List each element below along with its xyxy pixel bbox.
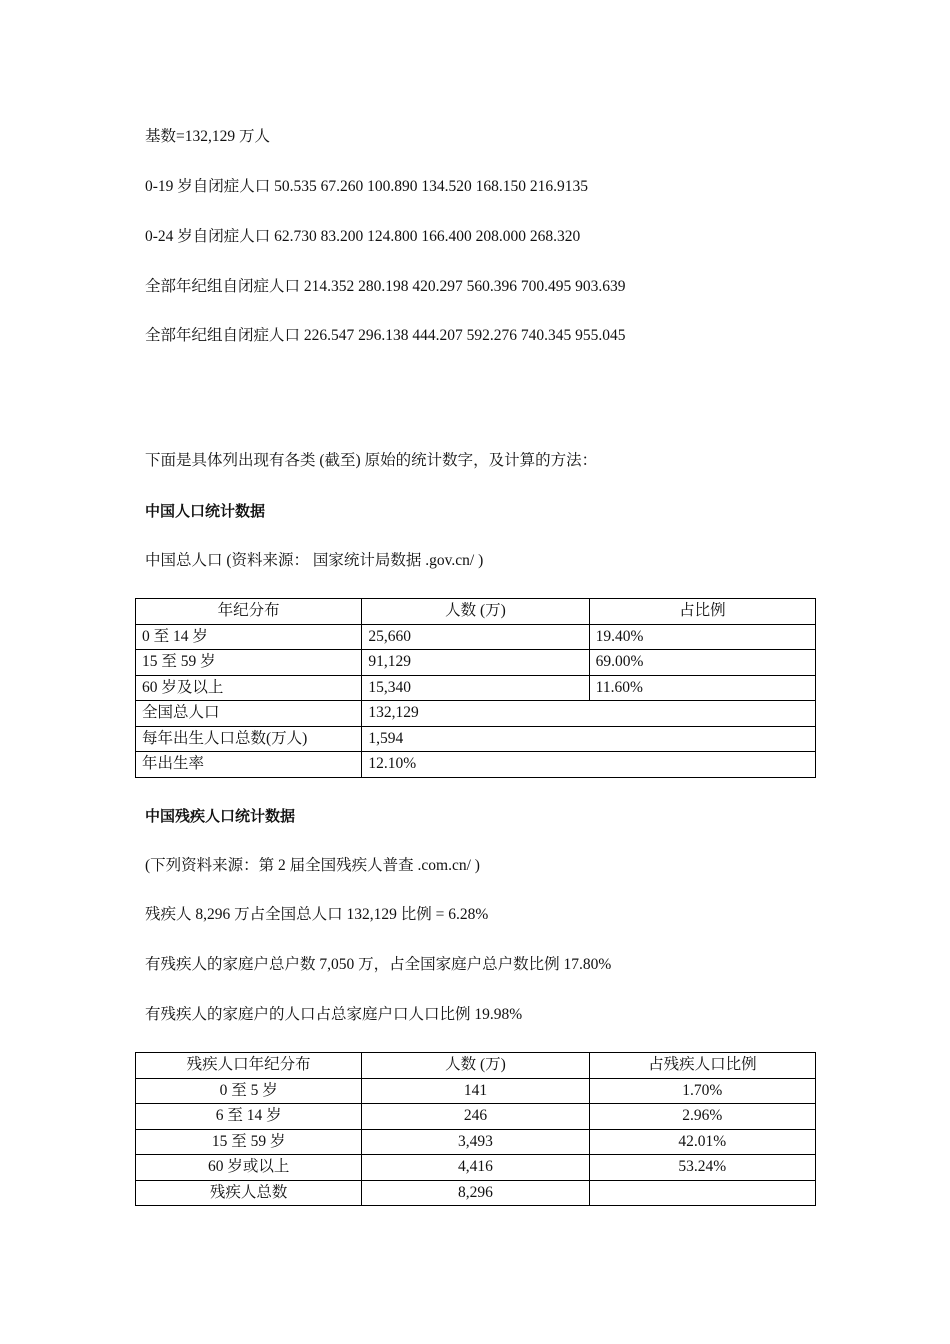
table-row xyxy=(136,1104,816,1130)
table-cell: 6 至 14 岁 xyxy=(136,1104,362,1130)
table-cell: 3,493 xyxy=(362,1129,589,1155)
intro-paragraph: 下面是具体列出现有各类 (截至) 原始的统计数字，及计算的方法： xyxy=(145,452,598,469)
header-cell: 占残疾人口比例 xyxy=(589,1053,815,1079)
table-cell: 19.40% xyxy=(589,624,815,650)
table-cell: 69.00% xyxy=(589,650,815,676)
table-cell: 2.96% xyxy=(589,1104,815,1130)
table-cell: 15,340 xyxy=(362,675,589,701)
table-row xyxy=(136,752,816,778)
table-row xyxy=(136,650,816,676)
population-table xyxy=(135,598,816,778)
section-heading-population: 中国人口统计数据 xyxy=(145,502,266,520)
disability-table xyxy=(135,1052,816,1206)
table-row xyxy=(136,1155,816,1181)
header-cell: 占比例 xyxy=(589,599,815,625)
table-row xyxy=(136,1078,816,1104)
section-heading-disability: 中国残疾人口统计数据 xyxy=(145,807,296,825)
disability-stat-2: 有残疾人的家庭户总户数 7,050 万，占全国家庭户总户数比例 17.80% xyxy=(145,956,612,973)
table-row xyxy=(136,1180,816,1206)
base-count-line: 基数=132,129 万人 xyxy=(145,128,270,145)
autism-row-0-19: 0-19 岁自闭症人口 50.535 67.260 100.890 134.520 168.150 216.9135 xyxy=(145,178,589,195)
table-cell: 60 岁及以上 xyxy=(136,675,362,701)
table-cell: 0 至 5 岁 xyxy=(136,1078,362,1104)
table-cell: 60 岁或以上 xyxy=(136,1155,362,1181)
table-cell: 15 至 59 岁 xyxy=(136,1129,362,1155)
table-cell: 53.24% xyxy=(589,1155,815,1181)
table-row xyxy=(136,726,816,752)
table-header-row xyxy=(136,1053,816,1079)
autism-row-all-ages-2: 全部年纪组自闭症人口 226.547 296.138 444.207 592.276 740.345 955.045 xyxy=(145,327,626,344)
table-cell: 1.70% xyxy=(589,1078,815,1104)
table-cell: 0 至 14 岁 xyxy=(136,624,362,650)
table-cell: 全国总人口 xyxy=(136,701,362,727)
table-cell: 141 xyxy=(362,1078,589,1104)
table-cell: 年出生率 xyxy=(136,752,362,778)
table-row xyxy=(136,701,816,727)
header-cell: 年纪分布 xyxy=(136,599,362,625)
table-cell xyxy=(589,1180,815,1206)
table-cell: 8,296 xyxy=(362,1180,589,1206)
table-row xyxy=(136,675,816,701)
table-cell: 42.01% xyxy=(589,1129,815,1155)
table-cell: 4,416 xyxy=(362,1155,589,1181)
autism-row-all-ages-1: 全部年纪组自闭症人口 214.352 280.198 420.297 560.396 700.495 903.639 xyxy=(145,278,626,295)
disability-stat-3: 有残疾人的家庭户的人口占总家庭户口人口比例 19.98% xyxy=(145,1006,523,1023)
header-cell: 残疾人口年纪分布 xyxy=(136,1053,362,1079)
table-cell: 15 至 59 岁 xyxy=(136,650,362,676)
table-row xyxy=(136,1129,816,1155)
table-cell: 25,660 xyxy=(362,624,589,650)
autism-row-0-24: 0-24 岁自闭症人口 62.730 83.200 124.800 166.400 208.000 268.320 xyxy=(145,228,581,245)
header-cell: 人数 (万) xyxy=(362,599,589,625)
population-source: 中国总人口 (资料来源： 国家统计局数据 .gov.cn/ ) xyxy=(145,552,484,569)
table-cell: 246 xyxy=(362,1104,589,1130)
table-cell: 11.60% xyxy=(589,675,815,701)
table-cell: 91,129 xyxy=(362,650,589,676)
table-cell: 残疾人总数 xyxy=(136,1180,362,1206)
table-cell: 12.10% xyxy=(362,752,816,778)
table-header-row xyxy=(136,599,816,625)
header-cell: 人数 (万) xyxy=(362,1053,589,1079)
table-cell: 每年出生人口总数(万人) xyxy=(136,726,362,752)
table-cell: 132,129 xyxy=(362,701,816,727)
disability-source: (下列资料来源：第 2 届全国残疾人普查 .com.cn/ ) xyxy=(145,857,480,874)
table-row xyxy=(136,624,816,650)
table-cell: 1,594 xyxy=(362,726,816,752)
disability-stat-1: 残疾人 8,296 万占全国总人口 132,129 比例 = 6.28% xyxy=(145,906,489,923)
